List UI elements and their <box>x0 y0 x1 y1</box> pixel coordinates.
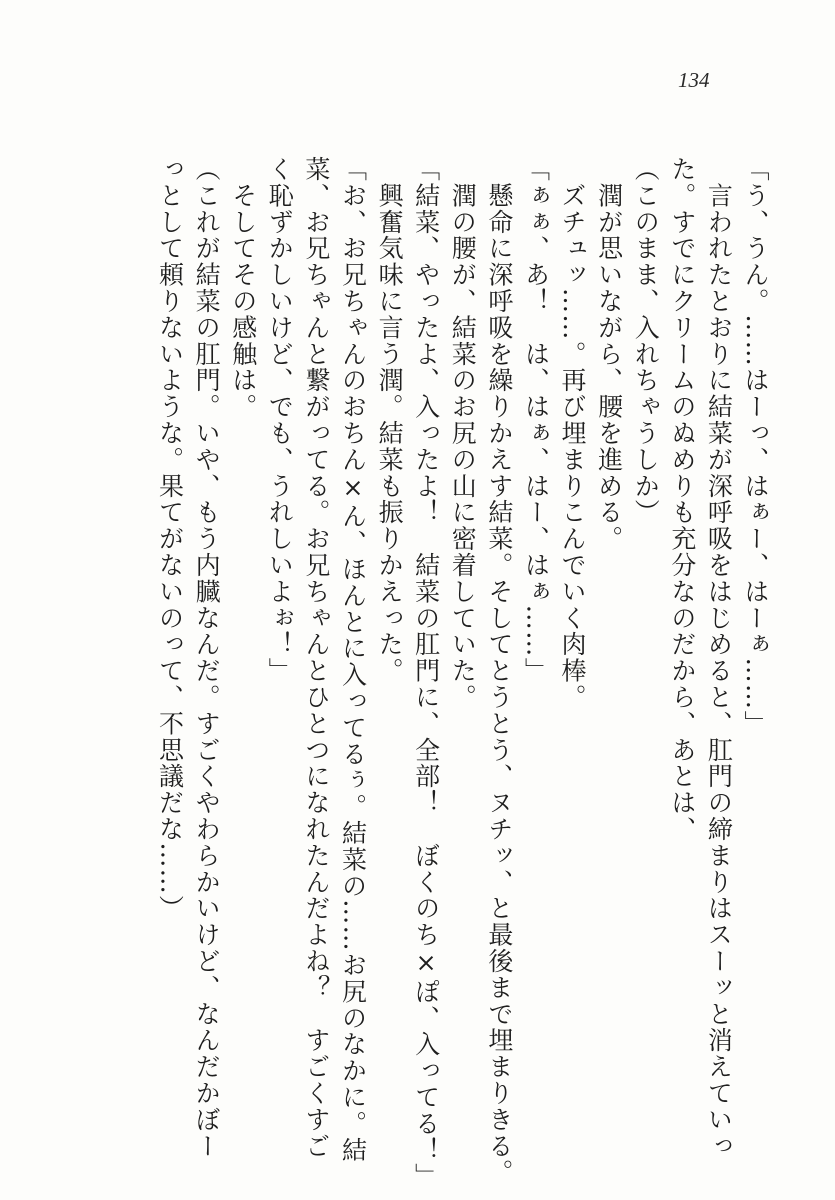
text-line: っとして頼りないような。果てがないのって、不思議だな……） <box>155 156 185 922</box>
text-line: （このまま、入れちゃうしか） <box>631 156 661 526</box>
text-line: た。すでにクリームのぬめりも充分なのだから、あとは、 <box>667 156 697 843</box>
text-line: 興奮気味に言う潤。結菜も振りかえった。 <box>375 156 405 684</box>
text-line: 「う、うん。……はーっ、はぁー、はーぁ……」 <box>741 156 770 737</box>
text-line: 潤が思いながら、腰を進める。 <box>594 156 624 552</box>
novel-text-body <box>43 156 773 1190</box>
text-line: 「結菜、やったよ、入ったよ！ 結菜の肛門に、全部！ ぼくのち×ぽ、入ってる！」 <box>411 156 441 1190</box>
text-line: く恥ずかしいけど、でも、うれしいよぉ！」 <box>265 156 295 684</box>
text-line: 懸命に深呼吸を繰りかえす結菜。そしてとうとう、ヌチッ、と最後まで埋まりきる。 <box>484 156 514 1186</box>
text-line: 言われたとおりに結菜が深呼吸をはじめると、肛門の締まりはスーッと消えていっ <box>704 156 734 1160</box>
text-line: そしてその感触は。 <box>228 156 258 420</box>
page-number: 134 <box>678 68 710 92</box>
text-line: 「ぁぁ、あ！ は、はぁ、はー、はぁ……」 <box>521 156 551 684</box>
text-line: ズチュッ……。再び埋まりこんでいく肉棒。 <box>558 156 588 711</box>
text-line: 菜、お兄ちゃんと繋がってる。お兄ちゃんとひとつになれたんだよね？ すごくすご <box>301 156 331 1160</box>
text-line: 「お、お兄ちゃんのおちん×ん、ほんとに入ってるぅ。結菜の……お尻のなかに。結 <box>338 156 368 1164</box>
text-line: 潤の腰が、結菜のお尻の山に密着していた。 <box>448 156 478 711</box>
text-line: （これが結菜の肛門。いや、もう内臓なんだ。すごくやわらかいけど、なんだかぼー <box>192 156 222 1160</box>
